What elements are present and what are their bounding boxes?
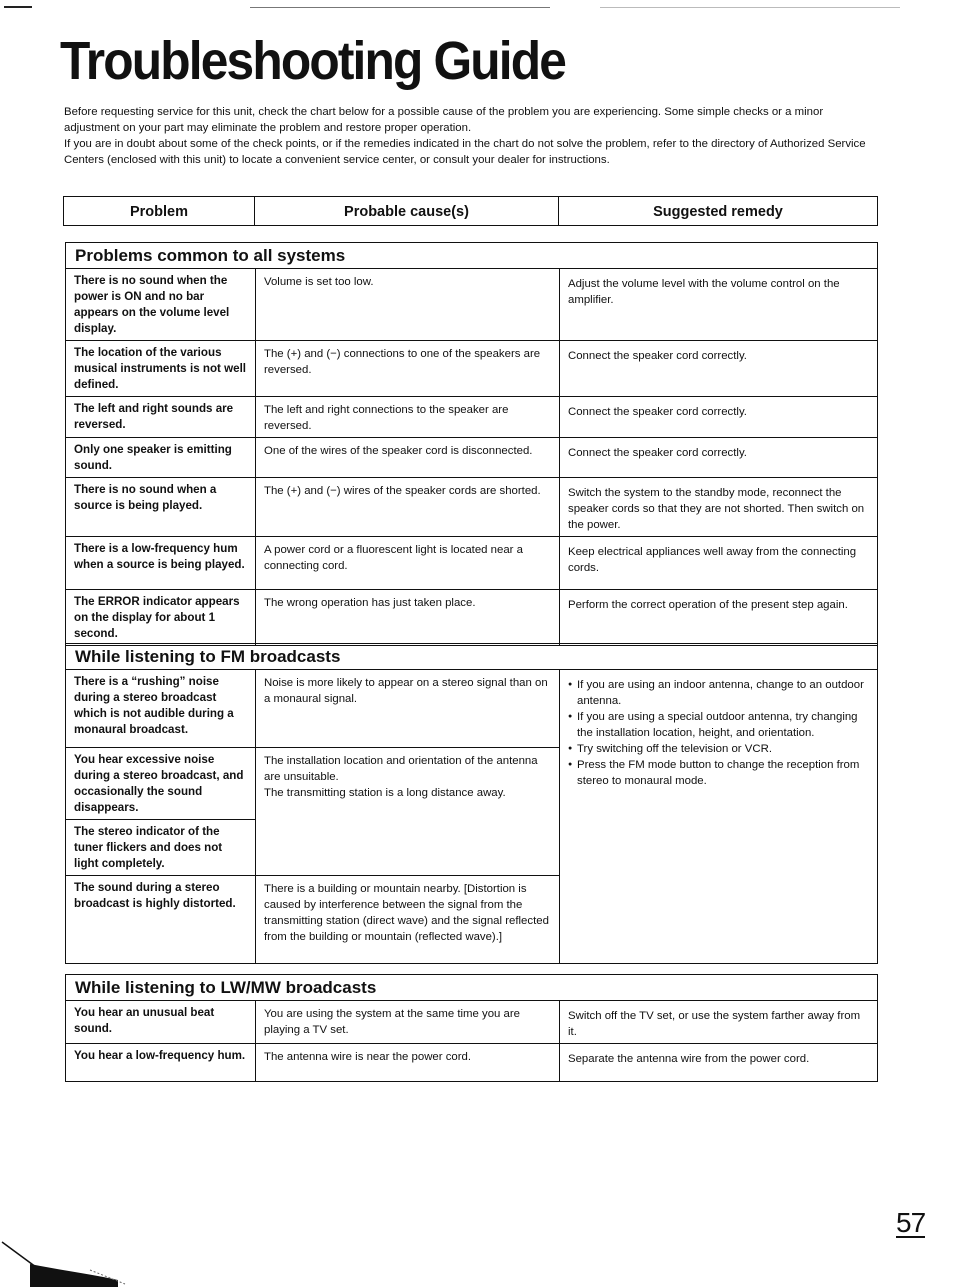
remedy-cell xyxy=(560,670,878,964)
problem-cell: There is no sound when the power is ON and no bar appears on the volume level display. xyxy=(66,269,256,341)
top-rule xyxy=(0,4,954,5)
table-row xyxy=(66,341,878,397)
corner-mark xyxy=(0,1240,130,1287)
remedy-cell: Switch the system to the standby mode, reconnect the speaker cords so that they are not shorted. Then switch on the power. xyxy=(560,478,878,537)
cause-cell: The wrong operation has just taken place. xyxy=(256,590,560,646)
remedy-cell: Perform the correct operation of the present step again. xyxy=(560,590,878,646)
section-fm xyxy=(65,643,878,964)
problem-cell: The sound during a stereo broadcast is highly distorted. xyxy=(66,876,256,964)
problem-cell: Only one speaker is emitting sound. xyxy=(66,438,256,478)
remedy-cell: Connect the speaker cord correctly. xyxy=(560,438,878,478)
cause-cell: Noise is more likely to appear on a stereo signal than on a monaural signal. xyxy=(256,670,560,748)
table-row xyxy=(66,269,878,341)
problem-cell: There is no sound when a source is being played. xyxy=(66,478,256,537)
cause-line: The transmitting station is a long distance away. xyxy=(264,787,506,799)
header-remedy: Suggested remedy xyxy=(653,204,783,220)
section-title: While listening to FM broadcasts xyxy=(65,643,878,669)
column-header-row xyxy=(63,196,878,226)
problem-cell: The location of the various musical instruments is not well defined. xyxy=(66,341,256,397)
cause-cell: The antenna wire is near the power cord. xyxy=(256,1044,560,1082)
intro-paragraph-2: If you are in doubt about some of the check points, or if the remedies indicated in the chart do not solve the problem, refer to the directory of Authorized Service Centers (enclosed with this unit) to locate a convenient service center, or consult your dealer for instructions. xyxy=(64,138,866,166)
cause-cell: A power cord or a fluorescent light is located near a connecting cord. xyxy=(256,537,560,590)
remedy-cell: Switch off the TV set, or use the system farther away from it. xyxy=(560,1001,878,1044)
section-lwmw xyxy=(65,974,878,1082)
cause-cell xyxy=(256,748,560,876)
remedy-cell: Connect the speaker cord correctly. xyxy=(560,341,878,397)
cause-line: The installation location and orientation of the antenna are unsuitable. xyxy=(264,755,538,783)
cause-cell: The left and right connections to the speaker are reversed. xyxy=(256,397,560,438)
list-item: ● If you are using a special outdoor antenna, try changing the installation location, height, and orientation. xyxy=(568,709,869,741)
cause-cell: One of the wires of the speaker cord is disconnected. xyxy=(256,438,560,478)
table-row xyxy=(66,478,878,537)
page-title: Troubleshooting Guide xyxy=(60,31,566,91)
problem-cell: The ERROR indicator appears on the display for about 1 second. xyxy=(66,590,256,646)
lwmw-table xyxy=(65,1000,878,1082)
problem-cell: You hear an unusual beat sound. xyxy=(66,1001,256,1044)
section-title: While listening to LW/MW broadcasts xyxy=(65,974,878,1000)
problem-cell: There is a low-frequency hum when a source is being played. xyxy=(66,537,256,590)
list-item: ● Press the FM mode button to change the reception from stereo to monaural mode. xyxy=(568,757,869,789)
cause-cell: Volume is set too low. xyxy=(256,269,560,341)
page-number: 57 xyxy=(896,1207,926,1238)
remedy-cell: Adjust the volume level with the volume control on the amplifier. xyxy=(560,269,878,341)
table-row xyxy=(66,590,878,646)
cause-cell: There is a building or mountain nearby. [Distortion is caused by interference between the signal from the transmitting station (direct wave) and the signal reflected from the building or mountain (reflected wave).] xyxy=(256,876,560,964)
table-row xyxy=(66,438,878,478)
table-row xyxy=(66,1044,878,1082)
problem-cell: There is a “rushing” noise during a stereo broadcast which is not audible during a monaural broadcast. xyxy=(66,670,256,748)
fm-table xyxy=(65,669,878,964)
problem-cell: The left and right sounds are reversed. xyxy=(66,397,256,438)
cause-cell: The (+) and (−) connections to one of the speakers are reversed. xyxy=(256,341,560,397)
section-common xyxy=(65,242,878,646)
problem-cell: The stereo indicator of the tuner flickers and does not light completely. xyxy=(66,820,256,876)
table-row xyxy=(66,397,878,438)
intro-text xyxy=(64,104,879,168)
header-problem: Problem xyxy=(64,197,255,225)
table-row xyxy=(66,537,878,590)
cause-cell: The (+) and (−) wires of the speaker cords are shorted. xyxy=(256,478,560,537)
problem-cell: You hear a low-frequency hum. xyxy=(66,1044,256,1082)
table-row xyxy=(66,670,878,748)
list-item: ● Try switching off the television or VCR. xyxy=(568,741,869,757)
section-title: Problems common to all systems xyxy=(65,242,878,268)
remedy-cell: Connect the speaker cord correctly. xyxy=(560,397,878,438)
cause-cell: You are using the system at the same time you are playing a TV set. xyxy=(256,1001,560,1044)
remedy-cell: Keep electrical appliances well away from the connecting cords. xyxy=(560,537,878,590)
header-cause: Probable cause(s) xyxy=(255,197,559,225)
problem-cell: You hear excessive noise during a stereo broadcast, and occasionally the sound disappears. xyxy=(66,748,256,820)
remedy-list xyxy=(568,677,869,789)
table-row xyxy=(66,1001,878,1044)
common-table xyxy=(65,268,878,646)
list-item: ● If you are using an indoor antenna, change to an outdoor antenna. xyxy=(568,677,869,709)
intro-paragraph-1: Before requesting service for this unit, check the chart below for a possible cause of the problem you are experiencing. Some simple checks or a minor adjustment on your part may eliminate the problem and restore proper operation. xyxy=(64,106,824,134)
remedy-cell: Separate the antenna wire from the power cord. xyxy=(560,1044,878,1082)
